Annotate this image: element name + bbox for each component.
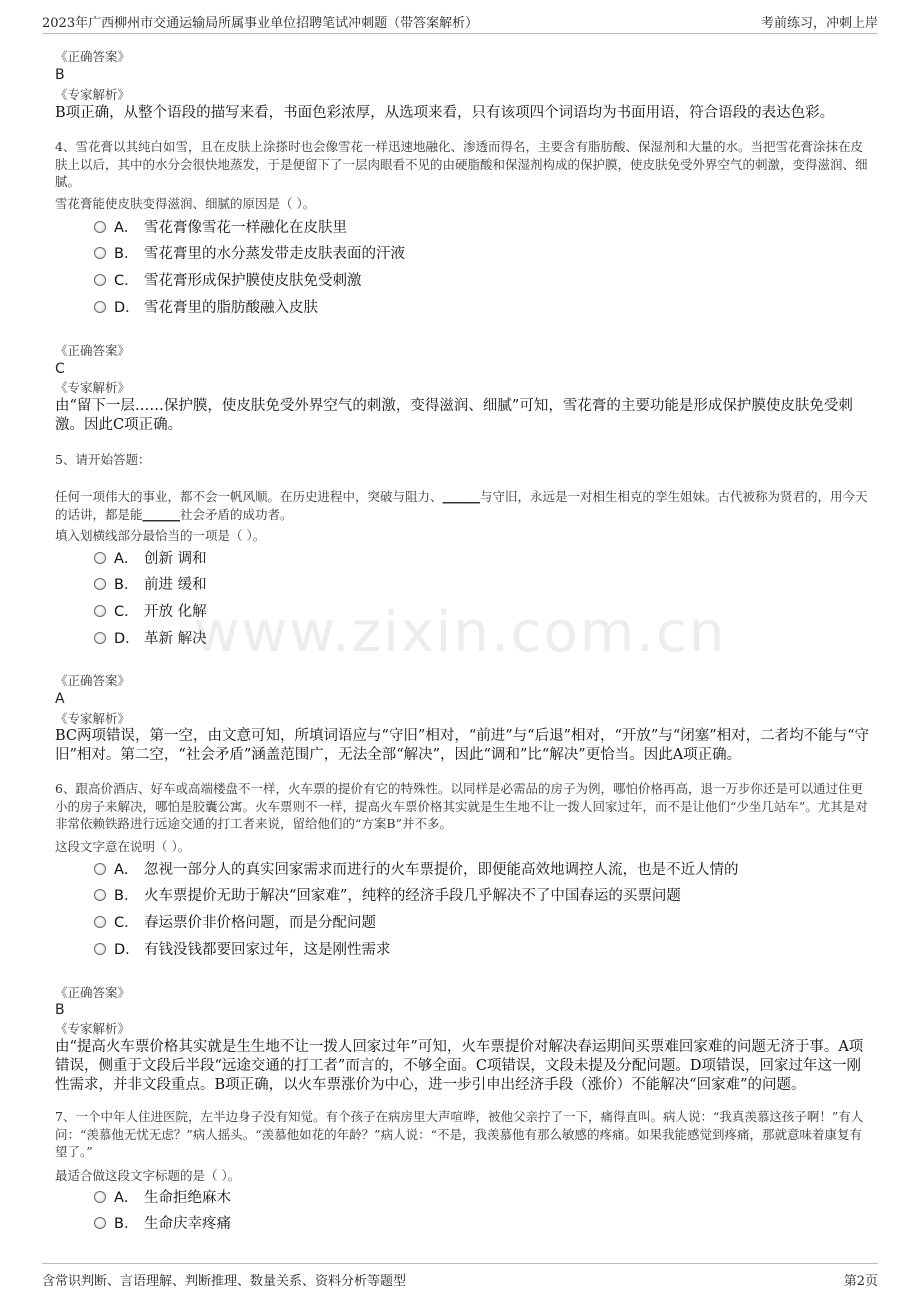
q5-answer: A [55, 691, 65, 707]
q5-option-d[interactable]: D． 革新 解决 [94, 629, 207, 651]
radio-button[interactable] [94, 605, 106, 617]
radio-button[interactable] [94, 221, 106, 233]
q7-option-b[interactable]: B． 生命庆幸疼痛 [94, 1214, 231, 1236]
radio-button[interactable] [94, 301, 106, 313]
q6-option-c[interactable]: C． 春运票价非价格问题，而是分配问题 [94, 913, 376, 935]
q6-option-b[interactable]: B． 火车票提价无助于解决“回家难”，纯粹的经济手段几乎解决不了中国春运的买票问题 [94, 886, 681, 908]
radio-button[interactable] [94, 1217, 106, 1229]
watermark: www.zixin.com.cn [193, 600, 727, 665]
radio-button[interactable] [94, 247, 106, 259]
q5-option-b[interactable]: B． 前进 缓和 [94, 575, 207, 597]
q3-analysis-label: 《专家解析》 [55, 87, 131, 102]
radio-button[interactable] [94, 943, 106, 955]
q7-question: 最适合做这段文字标题的是（ ）。 [55, 1168, 241, 1183]
q5-title: 5、请开始答题： [55, 452, 151, 467]
q4-answer: C [55, 361, 65, 377]
radio-button[interactable] [94, 889, 106, 901]
q6-analysis: 由“提高火车票价格其实就是生生地不让一拨人回家过年”可知，火车票提价对解决春运期间买票难回家难的问题无济于事。A项错误，侧重于文段后半段“远途交通的打工者”而言的，不够全面。C项错误，文段未提及分配问题。D项错误，回家过年这一刚性需求，并非文段重点。B项正确，以火车票涨价为中心，进一步引申出经济手段（涨价）不能解决“回家难”的问题。 [55, 1039, 864, 1093]
q4-question: 雪花膏能使皮肤变得滋润、细腻的原因是（ ）。 [55, 196, 316, 211]
q6-stem: 6、跟高价酒店、好车或高端楼盘不一样，火车票的提价有它的特殊性。以同样是必需品的房子为例，哪怕价格再高，退一万步你还是可以通过住更小的房子来解决，哪怕是胶囊公寓。火车票则不一样，提高火车票价格其实就是生生地不让一拨人回家过年，而不是让他们“少坐几站车”。尤其是对非常依赖铁路进行远途交通的打工者来说，留给他们的“方案B”并不多。 [55, 781, 868, 831]
radio-button[interactable] [94, 916, 106, 928]
radio-button[interactable] [94, 274, 106, 286]
q3-answer: B [55, 67, 65, 83]
q4-analysis: 由“留下一层……保护膜，使皮肤免受外界空气的刺激，变得滋润、细腻”可知，雪花膏的主要功能是形成保护膜使皮肤免受刺激。因此C项正确。 [55, 398, 853, 433]
q3-answer-label: 《正确答案》 [55, 49, 131, 64]
q5-option-a[interactable]: A． 创新 调和 [94, 549, 207, 571]
radio-button[interactable] [94, 632, 106, 644]
radio-button[interactable] [94, 863, 106, 875]
page-number: 第2页 [843, 1274, 878, 1289]
q4-option-a[interactable]: A． 雪花膏像雪花一样融化在皮肤里 [94, 218, 347, 240]
header-slogan: 考前练习，冲刺上岸 [760, 16, 878, 31]
q6-answer-label: 《正确答案》 [55, 985, 131, 1000]
q4-option-d[interactable]: D． 雪花膏里的脂肪酸融入皮肤 [94, 298, 318, 320]
q6-answer: B [55, 1002, 65, 1018]
q6-option-a[interactable]: A． 忽视一部分人的真实回家需求而进行的火车票提价，即便能高效地调控人流，也是不近人情的 [94, 860, 739, 882]
blank-1: ______ [442, 489, 481, 504]
q5-analysis-label: 《专家解析》 [55, 711, 131, 726]
q4-option-b[interactable]: B． 雪花膏里的水分蒸发带走皮肤表面的汗液 [94, 244, 405, 266]
q7-stem: 7、一个中年人住进医院，左半边身子没有知觉。有个孩子在病房里大声喧哗，被他父亲拧了一下，痛得直叫。病人说：“我真羡慕这孩子啊！”有人问：“羡慕他无忧无虑？”病人摇头。“羡慕他如花的年龄？”病人说：“不是，我羡慕他有那么敏感的疼痛。如果我能感觉到疼痛，那就意味着康复有望了。” [55, 1109, 864, 1159]
q4-answer-label: 《正确答案》 [55, 343, 131, 358]
q6-option-d[interactable]: D． 有钱没钱都要回家过年，这是刚性需求 [94, 940, 391, 962]
q5-answer-label: 《正确答案》 [55, 673, 131, 688]
q6-analysis-label: 《专家解析》 [55, 1021, 131, 1036]
radio-button[interactable] [94, 1191, 106, 1203]
q4-stem: 4、雪花膏以其纯白如雪，且在皮肤上涂搽时也会像雪花一样迅速地融化、渗透而得名，主要含有脂肪酸、保湿剂和大量的水。当把雪花膏涂抹在皮肤上以后，其中的水分会很快地蒸发，于是便留下了一层肉眼看不见的由硬脂酸和保湿剂构成的保护膜，使皮肤免受外界空气的刺激，变得滋润、细腻。 [55, 139, 868, 189]
page-header [42, 8, 878, 34]
q4-option-c[interactable]: C． 雪花膏形成保护膜使皮肤免受刺激 [94, 271, 362, 293]
document-title: 2023年广西柳州市交通运输局所属事业单位招聘笔试冲刺题（带答案解析） [42, 16, 479, 31]
q5-question: 填入划横线部分最恰当的一项是（ ）。 [55, 528, 266, 543]
q5-analysis: BC两项错误，第一空，由文意可知，所填词语应与“守旧”相对，“前进”与“后退”相对，“开放”与“闭塞”相对，二者均不能与“守旧”相对。第二空，“社会矛盾”涵盖范围广，无法全部“解决”，因此“调和”比“解决”更恰当。因此A项正确。 [55, 728, 870, 763]
footer-description: 含常识判断、言语理解、判断推理、数量关系、资料分析等题型 [42, 1274, 407, 1289]
q5-option-c[interactable]: C． 开放 化解 [94, 602, 207, 624]
radio-button[interactable] [94, 552, 106, 564]
radio-button[interactable] [94, 578, 106, 590]
q3-analysis: B项正确，从整个语段的描写来看，书面色彩浓厚，从选项来看，只有该项四个词语均为书面用语，符合语段的表达色彩。 [55, 105, 835, 121]
q4-analysis-label: 《专家解析》 [55, 380, 131, 395]
blank-2: ______ [142, 506, 181, 522]
q5-passage: 任何一项伟大的事业，都不会一帆风顺。在历史进程中，突破与阻力、______与守旧，永远是一对相生相克的孪生姐妹。古代被称为贤君的，用今天的话讲，都是能______社会矛盾的成功者。 [55, 489, 868, 522]
q6-question: 这段文字意在说明（ ）。 [55, 839, 191, 854]
page-footer [42, 1263, 878, 1293]
q7-option-a[interactable]: A． 生命拒绝麻木 [94, 1188, 231, 1210]
